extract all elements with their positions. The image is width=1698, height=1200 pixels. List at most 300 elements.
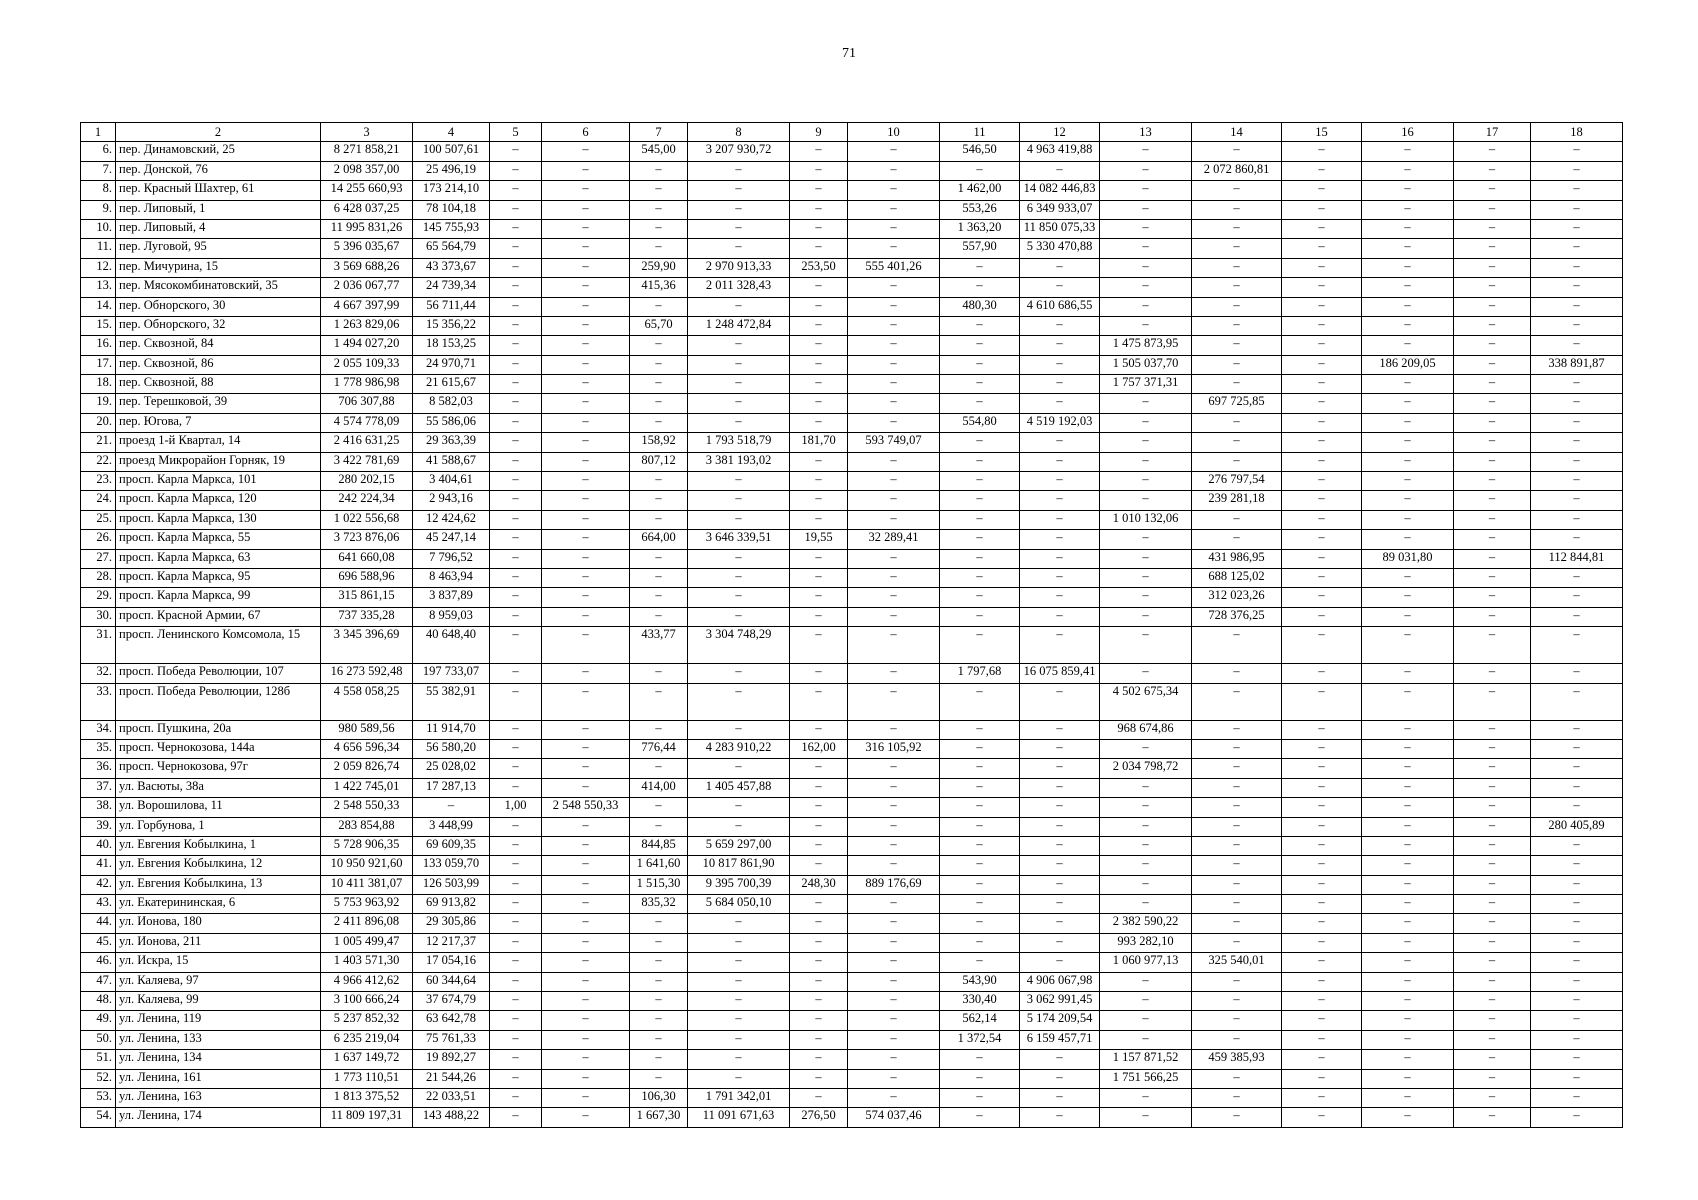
address-cell: ул. Екатерининская, 6 (116, 895, 321, 914)
empty-cell: – (542, 510, 630, 529)
column-header: 17 (1454, 123, 1531, 142)
empty-cell: – (1531, 375, 1623, 394)
address-cell: ул. Евгения Кобылкина, 12 (116, 856, 321, 875)
empty-cell: – (1362, 856, 1454, 875)
value-cell: 37 674,79 (413, 992, 490, 1011)
address-cell: пер. Луговой, 95 (116, 239, 321, 258)
empty-cell: – (542, 568, 630, 587)
empty-cell: – (1531, 933, 1623, 952)
value-cell: 312 023,26 (1192, 588, 1282, 607)
empty-cell: – (790, 355, 848, 374)
table-body (81, 142, 1623, 1127)
table-row (81, 549, 1623, 568)
empty-cell: – (1282, 1108, 1362, 1127)
empty-cell: – (490, 200, 542, 219)
empty-cell: – (542, 856, 630, 875)
empty-cell: – (790, 1030, 848, 1049)
table-row (81, 627, 1623, 664)
empty-cell: – (490, 664, 542, 683)
empty-cell: – (1020, 1108, 1100, 1127)
value-cell: 158,92 (630, 433, 688, 452)
empty-cell: – (1531, 278, 1623, 297)
value-cell: 593 749,07 (848, 433, 940, 452)
empty-cell: – (790, 181, 848, 200)
empty-cell: – (490, 375, 542, 394)
value-cell: 1 791 342,01 (688, 1088, 790, 1107)
value-cell: 259,90 (630, 258, 688, 277)
value-cell: 19,55 (790, 530, 848, 549)
empty-cell: – (630, 720, 688, 739)
empty-cell: – (1362, 472, 1454, 491)
table-row (81, 161, 1623, 180)
empty-cell: – (1454, 1050, 1531, 1069)
empty-cell: – (1282, 1050, 1362, 1069)
value-cell: 11 995 831,26 (321, 219, 413, 238)
value-cell: 181,70 (790, 433, 848, 452)
empty-cell: – (1192, 1088, 1282, 1107)
empty-cell: – (1100, 798, 1192, 817)
table-row (81, 1050, 1623, 1069)
empty-cell: – (688, 297, 790, 316)
empty-cell: – (790, 452, 848, 471)
value-cell: 1 793 518,79 (688, 433, 790, 452)
empty-cell: – (940, 1108, 1020, 1127)
empty-cell: – (848, 1011, 940, 1030)
empty-cell: – (490, 433, 542, 452)
value-cell: 3 381 193,02 (688, 452, 790, 471)
value-cell: 22 033,51 (413, 1088, 490, 1107)
empty-cell: – (1362, 1011, 1454, 1030)
value-cell: 280 202,15 (321, 472, 413, 491)
empty-cell: – (1531, 856, 1623, 875)
empty-cell: – (490, 394, 542, 413)
empty-cell: – (688, 933, 790, 952)
row-number: 35. (81, 739, 116, 758)
empty-cell: – (1454, 258, 1531, 277)
empty-cell: – (542, 1050, 630, 1069)
table-row (81, 239, 1623, 258)
row-number: 27. (81, 549, 116, 568)
empty-cell: – (1531, 239, 1623, 258)
empty-cell: – (1362, 720, 1454, 739)
empty-cell: – (940, 798, 1020, 817)
value-cell: 574 037,46 (848, 1108, 940, 1127)
row-number: 43. (81, 895, 116, 914)
empty-cell: – (940, 588, 1020, 607)
empty-cell: – (1100, 588, 1192, 607)
empty-cell: – (1192, 142, 1282, 161)
empty-cell: – (490, 836, 542, 855)
empty-cell: – (1192, 1011, 1282, 1030)
value-cell: 11 914,70 (413, 720, 490, 739)
empty-cell: – (630, 1030, 688, 1049)
empty-cell: – (1362, 664, 1454, 683)
row-number: 52. (81, 1069, 116, 1088)
empty-cell: – (1020, 720, 1100, 739)
value-cell: 276 797,54 (1192, 472, 1282, 491)
empty-cell: – (542, 1030, 630, 1049)
empty-cell: – (688, 394, 790, 413)
empty-cell: – (542, 664, 630, 683)
empty-cell: – (542, 992, 630, 1011)
empty-cell: – (1362, 739, 1454, 758)
value-cell: 2 034 798,72 (1100, 759, 1192, 778)
empty-cell: – (1282, 219, 1362, 238)
empty-cell: – (1282, 875, 1362, 894)
value-cell: 459 385,93 (1192, 1050, 1282, 1069)
empty-cell: – (940, 278, 1020, 297)
empty-cell: – (1020, 336, 1100, 355)
value-cell: 1 363,20 (940, 219, 1020, 238)
empty-cell: – (1100, 200, 1192, 219)
empty-cell: – (688, 491, 790, 510)
empty-cell: – (848, 491, 940, 510)
column-header: 14 (1192, 123, 1282, 142)
column-header: 16 (1362, 123, 1454, 142)
empty-cell: – (688, 472, 790, 491)
empty-cell: – (1020, 895, 1100, 914)
empty-cell: – (542, 278, 630, 297)
empty-cell: – (542, 375, 630, 394)
table-row (81, 856, 1623, 875)
empty-cell: – (1362, 142, 1454, 161)
empty-cell: – (1282, 664, 1362, 683)
address-cell: ул. Искра, 15 (116, 953, 321, 972)
value-cell: 1 403 571,30 (321, 953, 413, 972)
empty-cell: – (1362, 933, 1454, 952)
empty-cell: – (630, 1069, 688, 1088)
empty-cell: – (630, 588, 688, 607)
empty-cell: – (688, 1050, 790, 1069)
empty-cell: – (848, 413, 940, 432)
empty-cell: – (1020, 278, 1100, 297)
empty-cell: – (630, 914, 688, 933)
empty-cell: – (490, 778, 542, 797)
value-cell: 25 028,02 (413, 759, 490, 778)
empty-cell: – (940, 759, 1020, 778)
empty-cell: – (1282, 933, 1362, 952)
empty-cell: – (630, 798, 688, 817)
empty-cell: – (848, 817, 940, 836)
empty-cell: – (1454, 933, 1531, 952)
table-row (81, 568, 1623, 587)
empty-cell: – (1454, 914, 1531, 933)
empty-cell: – (1282, 778, 1362, 797)
empty-cell: – (1531, 588, 1623, 607)
empty-cell: – (1100, 181, 1192, 200)
table-row (81, 953, 1623, 972)
empty-cell: – (1192, 739, 1282, 758)
empty-cell: – (1531, 875, 1623, 894)
empty-cell: – (1020, 472, 1100, 491)
empty-cell: – (1020, 914, 1100, 933)
value-cell: 2 059 826,74 (321, 759, 413, 778)
empty-cell: – (1531, 739, 1623, 758)
empty-cell: – (490, 181, 542, 200)
table-row (81, 142, 1623, 161)
empty-cell: – (1192, 239, 1282, 258)
empty-cell: – (490, 452, 542, 471)
empty-cell: – (1362, 1050, 1454, 1069)
empty-cell: – (1100, 739, 1192, 758)
empty-cell: – (1192, 413, 1282, 432)
value-cell: 315 861,15 (321, 588, 413, 607)
value-cell: 5 684 050,10 (688, 895, 790, 914)
value-cell: 1 797,68 (940, 664, 1020, 683)
value-cell: 1 778 986,98 (321, 375, 413, 394)
empty-cell: – (1100, 972, 1192, 991)
empty-cell: – (1020, 452, 1100, 471)
empty-cell: – (490, 1050, 542, 1069)
empty-cell: – (940, 510, 1020, 529)
empty-cell: – (1362, 161, 1454, 180)
empty-cell: – (1020, 607, 1100, 626)
empty-cell: – (848, 588, 940, 607)
empty-cell: – (630, 953, 688, 972)
empty-cell: – (1454, 1108, 1531, 1127)
address-cell: пер. Обнорского, 30 (116, 297, 321, 316)
row-number: 48. (81, 992, 116, 1011)
column-header: 6 (542, 123, 630, 142)
empty-cell: – (490, 1088, 542, 1107)
empty-cell: – (1020, 394, 1100, 413)
empty-cell: – (1282, 433, 1362, 452)
empty-cell: – (1454, 336, 1531, 355)
row-number: 54. (81, 1108, 116, 1127)
empty-cell: – (790, 933, 848, 952)
value-cell: 1 422 745,01 (321, 778, 413, 797)
empty-cell: – (490, 627, 542, 664)
value-cell: 17 287,13 (413, 778, 490, 797)
address-cell: просп. Карла Маркса, 99 (116, 588, 321, 607)
value-cell: 553,26 (940, 200, 1020, 219)
empty-cell: – (1100, 161, 1192, 180)
empty-cell: – (790, 142, 848, 161)
table-row (81, 316, 1623, 335)
empty-cell: – (1362, 895, 1454, 914)
empty-cell: – (940, 394, 1020, 413)
empty-cell: – (1282, 413, 1362, 432)
column-header: 15 (1282, 123, 1362, 142)
value-cell: 562,14 (940, 1011, 1020, 1030)
value-cell: 3 304 748,29 (688, 627, 790, 664)
value-cell: 112 844,81 (1531, 549, 1623, 568)
empty-cell: – (940, 933, 1020, 952)
value-cell: 431 986,95 (1192, 549, 1282, 568)
empty-cell: – (688, 720, 790, 739)
empty-cell: – (490, 992, 542, 1011)
empty-cell: – (1531, 336, 1623, 355)
empty-cell: – (1020, 817, 1100, 836)
value-cell: 133 059,70 (413, 856, 490, 875)
empty-cell: – (1020, 759, 1100, 778)
value-cell: 4 502 675,34 (1100, 683, 1192, 720)
empty-cell: – (940, 836, 1020, 855)
empty-cell: – (1100, 239, 1192, 258)
empty-cell: – (490, 720, 542, 739)
table-row (81, 914, 1623, 933)
value-cell: 40 648,40 (413, 627, 490, 664)
empty-cell: – (1192, 297, 1282, 316)
table-row (81, 836, 1623, 855)
empty-cell: – (1282, 739, 1362, 758)
empty-cell: – (542, 472, 630, 491)
empty-cell: – (1362, 239, 1454, 258)
value-cell: 737 335,28 (321, 607, 413, 626)
empty-cell: – (1454, 953, 1531, 972)
empty-cell: – (688, 992, 790, 1011)
empty-cell: – (940, 607, 1020, 626)
empty-cell: – (940, 491, 1020, 510)
address-cell: пер. Мясокомбинатовский, 35 (116, 278, 321, 297)
empty-cell: – (1454, 161, 1531, 180)
empty-cell: – (1362, 683, 1454, 720)
empty-cell: – (1454, 142, 1531, 161)
empty-cell: – (630, 394, 688, 413)
value-cell: 6 428 037,25 (321, 200, 413, 219)
address-cell: ул. Ленина, 163 (116, 1088, 321, 1107)
empty-cell: – (1282, 798, 1362, 817)
value-cell: 545,00 (630, 142, 688, 161)
empty-cell: – (790, 510, 848, 529)
empty-cell: – (790, 394, 848, 413)
empty-cell: – (1531, 219, 1623, 238)
value-cell: 325 540,01 (1192, 953, 1282, 972)
empty-cell: – (490, 316, 542, 335)
empty-cell: – (940, 568, 1020, 587)
address-cell: просп. Победа Революции, 107 (116, 664, 321, 683)
row-number: 24. (81, 491, 116, 510)
empty-cell: – (688, 588, 790, 607)
address-cell: проезд Микрорайон Горняк, 19 (116, 452, 321, 471)
empty-cell: – (1282, 607, 1362, 626)
table-row (81, 394, 1623, 413)
empty-cell: – (688, 664, 790, 683)
empty-cell: – (1282, 375, 1362, 394)
empty-cell: – (1192, 181, 1282, 200)
value-cell: 4 519 192,03 (1020, 413, 1100, 432)
empty-cell: – (1362, 375, 1454, 394)
empty-cell: – (790, 1069, 848, 1088)
empty-cell: – (1282, 1030, 1362, 1049)
row-number: 17. (81, 355, 116, 374)
empty-cell: – (688, 510, 790, 529)
value-cell: 276,50 (790, 1108, 848, 1127)
value-cell: 1 505 037,70 (1100, 355, 1192, 374)
empty-cell: – (1020, 875, 1100, 894)
empty-cell: – (1282, 549, 1362, 568)
empty-cell: – (490, 588, 542, 607)
value-cell: 65,70 (630, 316, 688, 335)
empty-cell: – (630, 200, 688, 219)
empty-cell: – (490, 472, 542, 491)
empty-cell: – (490, 683, 542, 720)
empty-cell: – (1192, 875, 1282, 894)
value-cell: 1 405 457,88 (688, 778, 790, 797)
empty-cell: – (630, 549, 688, 568)
empty-cell: – (542, 836, 630, 855)
empty-cell: – (688, 953, 790, 972)
empty-cell: – (790, 278, 848, 297)
empty-cell: – (1531, 1088, 1623, 1107)
value-cell: 414,00 (630, 778, 688, 797)
empty-cell: – (1531, 1050, 1623, 1069)
address-cell: ул. Евгения Кобылкина, 13 (116, 875, 321, 894)
empty-cell: – (848, 972, 940, 991)
empty-cell: – (940, 258, 1020, 277)
value-cell: 25 496,19 (413, 161, 490, 180)
empty-cell: – (1192, 798, 1282, 817)
empty-cell: – (940, 530, 1020, 549)
address-cell: ул. Ионова, 211 (116, 933, 321, 952)
empty-cell: – (848, 778, 940, 797)
table-row (81, 817, 1623, 836)
empty-cell: – (542, 239, 630, 258)
empty-cell: – (688, 181, 790, 200)
address-cell: пер. Терешковой, 39 (116, 394, 321, 413)
value-cell: 56 580,20 (413, 739, 490, 758)
empty-cell: – (1362, 953, 1454, 972)
empty-cell: – (1531, 316, 1623, 335)
column-header: 11 (940, 123, 1020, 142)
table-row (81, 759, 1623, 778)
empty-cell: – (848, 219, 940, 238)
address-cell: ул. Ленина, 174 (116, 1108, 321, 1127)
value-cell: 543,90 (940, 972, 1020, 991)
empty-cell: – (790, 413, 848, 432)
empty-cell: – (1282, 856, 1362, 875)
row-number: 22. (81, 452, 116, 471)
empty-cell: – (1020, 510, 1100, 529)
empty-cell: – (940, 433, 1020, 452)
value-cell: 2 548 550,33 (542, 798, 630, 817)
empty-cell: – (1531, 778, 1623, 797)
empty-cell: – (1362, 836, 1454, 855)
empty-cell: – (630, 355, 688, 374)
empty-cell: – (1454, 355, 1531, 374)
empty-cell: – (790, 992, 848, 1011)
value-cell: 32 289,41 (848, 530, 940, 549)
value-cell: 10 817 861,90 (688, 856, 790, 875)
empty-cell: – (790, 856, 848, 875)
empty-cell: – (1282, 181, 1362, 200)
value-cell: 5 237 852,32 (321, 1011, 413, 1030)
empty-cell: – (1531, 452, 1623, 471)
value-cell: 4 656 596,34 (321, 739, 413, 758)
empty-cell: – (1020, 549, 1100, 568)
empty-cell: – (1100, 627, 1192, 664)
empty-cell: – (1282, 336, 1362, 355)
empty-cell: – (1282, 491, 1362, 510)
value-cell: 3 207 930,72 (688, 142, 790, 161)
empty-cell: – (940, 953, 1020, 972)
value-cell: 1 751 566,25 (1100, 1069, 1192, 1088)
empty-cell: – (1454, 895, 1531, 914)
empty-cell: – (630, 491, 688, 510)
empty-cell: – (688, 355, 790, 374)
value-cell: 3 422 781,69 (321, 452, 413, 471)
empty-cell: – (940, 875, 1020, 894)
row-number: 21. (81, 433, 116, 452)
empty-cell: – (1362, 510, 1454, 529)
empty-cell: – (542, 297, 630, 316)
value-cell: 1 060 977,13 (1100, 953, 1192, 972)
empty-cell: – (1454, 530, 1531, 549)
empty-cell: – (542, 914, 630, 933)
empty-cell: – (848, 142, 940, 161)
empty-cell: – (1454, 472, 1531, 491)
empty-cell: – (1454, 778, 1531, 797)
